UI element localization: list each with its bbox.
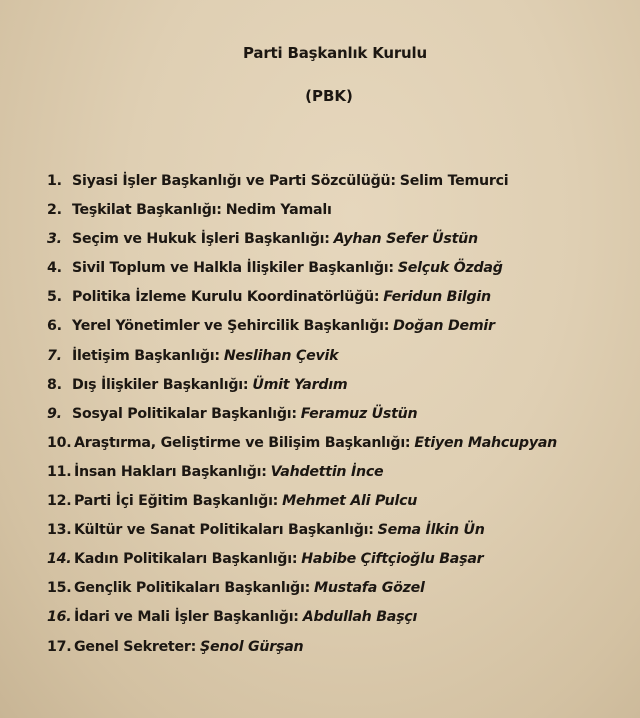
item-number: 7.	[47, 347, 62, 364]
item-role: Araştırma, Geliştirme ve Bilişim Başkanlığı:	[74, 434, 411, 451]
item-name: Ayhan Sefer Üstün	[333, 231, 478, 248]
item-name: Nedim Yamalı	[225, 202, 332, 219]
item-number: 6.	[47, 318, 62, 335]
list-item	[47, 377, 557, 406]
item-role: Kültür ve Sanat Politikaları Başkanlığı:	[74, 522, 374, 539]
item-name: Mehmet Ali Pulcu	[282, 493, 418, 510]
item-name: Doğan Demir	[393, 318, 495, 335]
item-role: Teşkilat Başkanlığı:	[72, 202, 222, 219]
item-role: Seçim ve Hukuk İşleri Başkanlığı:	[72, 231, 330, 248]
item-number: 13.	[47, 522, 72, 539]
document-subtitle: (PBK)	[305, 87, 353, 105]
item-role: Politika İzleme Kurulu Koordinatörlüğü:	[72, 289, 380, 306]
item-role: Sosyal Politikalar Başkanlığı:	[72, 405, 297, 422]
item-number: 16.	[47, 609, 72, 626]
item-role: Dış İlişkiler Başkanlığı:	[72, 376, 249, 393]
item-name: Mustafa Gözel	[314, 580, 425, 597]
item-number: 3.	[47, 231, 62, 248]
list-item	[47, 406, 557, 435]
item-name: Feramuz Üstün	[300, 405, 418, 422]
list-item	[47, 289, 557, 318]
item-name: Abdullah Başçı	[302, 609, 418, 626]
item-number: 14.	[47, 551, 72, 568]
item-number: 9.	[47, 405, 62, 422]
list-item	[47, 493, 557, 522]
list-item	[47, 260, 557, 289]
item-role: Parti İçi Eğitim Başkanlığı:	[74, 493, 279, 510]
list-item	[47, 551, 557, 580]
item-role: Sivil Toplum ve Halkla İlişkiler Başkanlığı:	[72, 260, 394, 277]
item-number: 1.	[47, 173, 62, 189]
item-number: 17.	[47, 638, 72, 655]
item-role: İnsan Hakları Başkanlığı:	[74, 463, 267, 480]
list-item	[47, 609, 557, 638]
item-name: Sema İlkin Ün	[377, 522, 485, 539]
list-item	[47, 522, 557, 551]
item-number: 11.	[47, 463, 72, 480]
item-role: İdari ve Mali İşler Başkanlığı:	[74, 609, 299, 626]
item-name: Feridun Bilgin	[383, 289, 491, 306]
list-item	[47, 639, 557, 668]
item-name: Neslihan Çevik	[223, 347, 339, 364]
item-number: 8.	[47, 376, 62, 393]
item-name: Selim Temurci	[399, 173, 509, 189]
item-name: Vahdettin İnce	[270, 463, 384, 480]
item-number: 5.	[47, 289, 62, 306]
item-name: Ümit Yardım	[252, 376, 348, 393]
item-role: İletişim Başkanlığı:	[72, 347, 220, 364]
item-number: 4.	[47, 260, 62, 277]
list-item	[47, 202, 557, 231]
item-name: Etiyen Mahcupyan	[414, 434, 557, 451]
item-name: Habibe Çiftçioğlu Başar	[301, 551, 484, 568]
board-members-list	[47, 173, 557, 668]
item-number: 15.	[47, 580, 72, 597]
list-item	[47, 231, 557, 260]
item-role: Siyasi İşler Başkanlığı ve Parti Sözcülüğü:	[72, 173, 396, 189]
item-number: 12.	[47, 493, 72, 510]
item-number: 2.	[47, 202, 62, 219]
list-item	[47, 435, 557, 464]
document-title: Parti Başkanlık Kurulu	[243, 44, 427, 62]
list-item	[47, 348, 557, 377]
item-role: Kadın Politikaları Başkanlığı:	[74, 551, 298, 568]
item-name: Selçuk Özdağ	[397, 260, 503, 277]
list-item	[47, 318, 557, 347]
list-item	[47, 580, 557, 609]
list-item	[47, 464, 557, 493]
item-name: Şenol Gürşan	[200, 638, 304, 655]
item-number: 10.	[47, 434, 72, 451]
item-role: Yerel Yönetimler ve Şehircilik Başkanlığı:	[72, 318, 390, 335]
list-item	[47, 173, 557, 202]
item-role: Genel Sekreter:	[74, 638, 197, 655]
item-role: Gençlik Politikaları Başkanlığı:	[74, 580, 311, 597]
